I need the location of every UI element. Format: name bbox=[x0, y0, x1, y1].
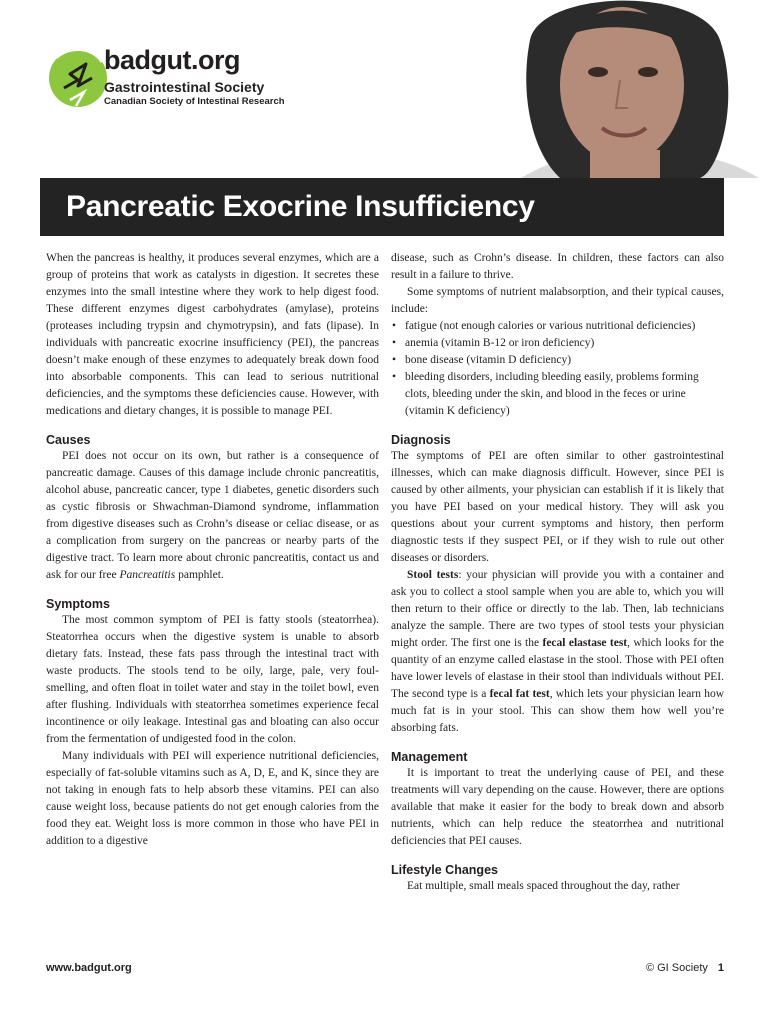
brand-site[interactable]: badgut.org bbox=[104, 45, 240, 75]
list-item: • bleeding disorders, including bleeding easily, problems forming clots, bleeding under the skin, and blood in the feces or urine (vitamin K deficiency) bbox=[405, 369, 724, 420]
symptoms-heading: Symptoms bbox=[46, 597, 110, 611]
page-header bbox=[0, 0, 770, 178]
copyright-text: © GI Society bbox=[645, 962, 708, 974]
symptoms-paragraph-2: Many individuals with PEI will experience nutritional deficiencies, especially of fat-soluble vitamins such as A, D, E, and K, since they are not taking in enough fats to help absorb these vitamins. PEI can also cause weight loss, because patients do not get enough calories from the food they eat. Weight loss is more common in those who have PEI in addition to a digestive bbox=[46, 750, 379, 847]
title-bar bbox=[40, 178, 724, 236]
symptoms-continued: disease, such as Crohn’s disease. In children, these factors can also result in a failure to thrive. bbox=[391, 252, 724, 281]
diagnosis-paragraph-1: The symptoms of PEI are often similar to other gastrointestinal illnesses, which can make diagnosis difficult. However, since PEI is caused by other ailments, your physician can establish if it is likely that you have PEI based on your medical history. They will ask you questions about your current symptoms and history, then perform diagnostic tests if they suspect PEI, or if they wish to rule out other diseases or disorders. bbox=[391, 450, 724, 564]
stool-tests-text-2: , which looks for the quantity of an enzyme called elastase in the stool. Those with PEI often have lower levels of elastase in their stool than individuals without PEI. The second type is a bbox=[391, 637, 724, 700]
fecal-elastase-term: fecal elastase test bbox=[542, 637, 628, 649]
intro-paragraph: When the pancreas is healthy, it produces several enzymes, which are a group of proteins that work as catalysts in digestion. It secretes these enzymes into the small intestine where they work to help digest food. These different enzymes digest carbohydrates (amylase), proteins (proteases including trypsin and chymotrypsin), and fats (lipase). In individuals with pancreatic exocrine insufficiency (PEI), the pancreas doesn’t make enough of these enzymes to adequately break down food into absorbable components. This can lead to serious nutritional deficiencies, and the symptoms these deficiencies cause. However, with medications and dietary changes, it is possible to manage PEI. bbox=[46, 252, 379, 417]
stool-tests-text: : your physician will provide you with a container and ask you to collect a stool sample when you are able to, which you will then return to their office or directly to the lab. Then, lab technicians analyze the sample. There are two types of stool tests your physician might order. The first one is the bbox=[391, 569, 724, 649]
right-column bbox=[391, 250, 724, 895]
symptoms-list bbox=[391, 318, 724, 420]
symptoms-paragraph-3: Some symptoms of nutrient malabsorption, and their typical causes, include: bbox=[391, 286, 724, 315]
brand-sub: Canadian Society of Intestinal Research bbox=[104, 96, 285, 107]
stool-tests-label: Stool tests bbox=[407, 569, 459, 581]
badgut-logo-icon bbox=[48, 44, 108, 116]
stool-tests-paragraph bbox=[391, 567, 724, 737]
causes-paragraph bbox=[46, 448, 379, 584]
causes-heading: Causes bbox=[46, 433, 91, 447]
footer-url-link[interactable]: www.badgut.org bbox=[46, 962, 132, 974]
causes-text: PEI does not occur on its own, but rather is a consequence of pancreatic damage. Causes of this damage include chronic pancreatitis, alcohol abuse, pancreatic cancer, type 1 diabetes, genetic disorders such as cystic fibrosis or Shwachman-Diamond syndrome, inflammation from digestive diseases such as Crohn’s disease or celiac disease, or as a complication from surgery on the pancreas or nearby parts of the digestive tract. To learn more about chronic pancreatitis, contact us and ask for our free bbox=[46, 450, 379, 581]
causes-text-end: pamphlet. bbox=[175, 569, 224, 581]
footer-copyright bbox=[646, 962, 724, 974]
left-column bbox=[46, 250, 379, 850]
lifestyle-paragraph: Eat multiple, small meals spaced throughout the day, rather bbox=[407, 880, 680, 892]
management-paragraph: It is important to treat the underlying cause of PEI, and these treatments will vary depending on the cause. However, there are options available that make it easier for the body to break down and absorb nutrients, which can help reduce the steatorrhea and nutritional deficiencies that PEI causes. bbox=[391, 767, 724, 847]
symptoms-paragraph-1: The most common symptom of PEI is fatty stools (steatorrhea). Steatorrhea occurs when the digestive system is unable to absorb dietary fats. Instead, these fats pass through the intestinal tract with waste products. The stools tend to be oily, large, pale, very foul-smelling, and often float in toilet water and stay in the toilet bowl, even after flushing. Individuals with steatorrhea sometimes experience fecal incontinence or oily leakage. Intestinal gas and bloating can also occur from the fermentation of undigested food in the colon. bbox=[46, 614, 379, 745]
woman-portrait-image bbox=[470, 0, 770, 178]
list-item: • anemia (vitamin B-12 or iron deficiency) bbox=[405, 335, 724, 352]
list-item: • bone disease (vitamin D deficiency) bbox=[405, 352, 724, 369]
lifestyle-heading: Lifestyle Changes bbox=[391, 863, 498, 877]
fecal-fat-term: fecal fat test bbox=[489, 688, 550, 700]
management-heading: Management bbox=[391, 750, 468, 764]
pancreatitis-pamphlet-title: Pancreatitis bbox=[119, 569, 176, 581]
stool-tests-text-3: , which lets your physician learn how much fat is in your stool. This can show them how well you’re absorbing fats. bbox=[391, 688, 724, 734]
diagnosis-heading: Diagnosis bbox=[391, 433, 451, 447]
brand-block bbox=[104, 46, 285, 108]
brand-org: Gastrointestinal Society bbox=[104, 79, 265, 95]
page-title: Pancreatic Exocrine Insufficiency bbox=[66, 190, 535, 223]
page-number: 1 bbox=[717, 962, 724, 974]
list-item: • fatigue (not enough calories or various nutritional deficiencies) bbox=[405, 318, 724, 335]
